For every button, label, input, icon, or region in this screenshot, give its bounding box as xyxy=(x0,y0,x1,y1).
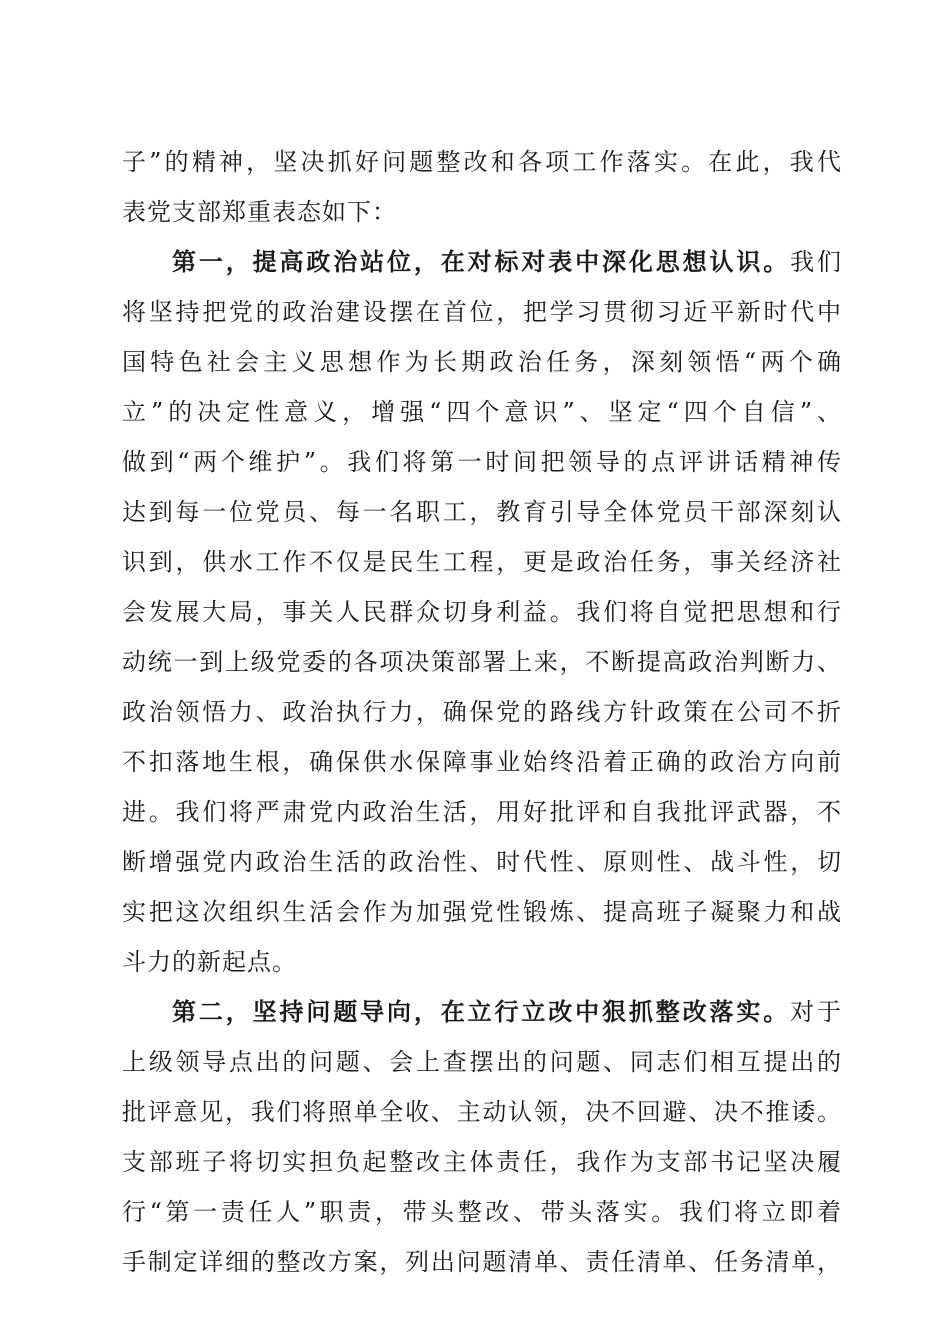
text-line: 做到“两个维护”。我们将第一时间把领导的点评讲话精神传 xyxy=(122,448,842,476)
point-heading: 第二，坚持问题导向，在立行立改中狠抓整改落实。 xyxy=(172,997,791,1026)
text-line: 批评意见，我们将照单全收、主动认领，决不回避、决不推诿。 xyxy=(122,1098,842,1126)
point-heading: 第一，提高政治站位，在对标对表中深化思想认识。 xyxy=(172,247,791,276)
text-line: 立”的决定性意义，增强“四个意识”、坚定“四个自信”、 xyxy=(122,398,842,426)
paragraph-intro xyxy=(122,137,842,237)
text-line: 政治领悟力、政治执行力，确保党的路线方针政策在公司不折 xyxy=(122,698,842,726)
text-line: 识到，供水工作不仅是民生工程，更是政治任务，事关经济社 xyxy=(122,548,842,576)
paragraph-first-point xyxy=(122,237,842,987)
text-line: 进。我们将严肃党内政治生活，用好批评和自我批评武器，不 xyxy=(122,798,842,826)
text-line: 会发展大局，事关人民群众切身利益。我们将自觉把思想和行 xyxy=(122,598,842,626)
line-text: 对于 xyxy=(790,998,842,1026)
text-line: 动统一到上级党委的各项决策部署上来，不断提高政治判断力、 xyxy=(122,648,842,676)
text-line: 国特色社会主义思想作为长期政治任务，深刻领悟“两个确 xyxy=(122,348,842,376)
text-line: 上级领导点出的问题、会上查摆出的问题、同志们相互提出的 xyxy=(122,1048,842,1076)
text-line: 斗力的新起点。 xyxy=(122,948,297,976)
text-line xyxy=(122,237,842,287)
text-line: 断增强党内政治生活的政治性、时代性、原则性、战斗性，切 xyxy=(122,848,842,876)
text-line: 子”的精神，坚决抓好问题整改和各项工作落实。在此，我代 xyxy=(122,148,842,176)
text-line xyxy=(122,987,842,1037)
text-line: 不扣落地生根，确保供水保障事业始终沿着正确的政治方向前 xyxy=(122,748,842,776)
text-line: 表党支部郑重表态如下： xyxy=(122,198,397,226)
document-body xyxy=(122,137,842,1287)
text-line: 达到每一位党员、每一名职工，教育引导全体党员干部深刻认 xyxy=(122,498,842,526)
line-text: 我们 xyxy=(790,248,842,276)
text-line: 手制定详细的整改方案，列出问题清单、责任清单、任务清单， xyxy=(122,1248,842,1276)
text-line: 实把这次组织生活会作为加强党性锻炼、提高班子凝聚力和战 xyxy=(122,898,842,926)
paragraph-second-point xyxy=(122,987,842,1287)
text-line: 行“第一责任人”职责，带头整改、带头落实。我们将立即着 xyxy=(122,1198,842,1226)
text-line: 支部班子将切实担负起整改主体责任，我作为支部书记坚决履 xyxy=(122,1148,842,1176)
text-line: 将坚持把党的政治建设摆在首位，把学习贯彻习近平新时代中 xyxy=(122,298,842,326)
